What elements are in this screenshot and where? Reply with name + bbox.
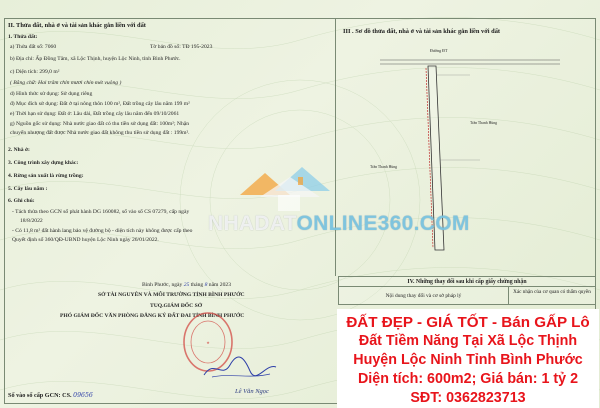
usage-origin: g) Nguồn gốc sử dụng: Nhà nước giao đất có thu tiền sử dụng đất: 100m²; Nhận <box>10 121 190 127</box>
svg-text:★: ★ <box>206 340 210 345</box>
note-1: - Tách thửa theo GCN số phát hành DG 160082, số vào sổ CS 07279, cấp ngày <box>12 209 190 215</box>
handwritten-signature-icon <box>200 355 280 381</box>
ad-line-4: Diện tích: 600m2; Giá bán: 1 tỷ 2 <box>357 371 579 387</box>
subsection-parcel: 1. Thửa đất: <box>8 34 38 40</box>
watermark-text <box>208 212 470 236</box>
deputy-director-title: PHÓ GIÁM ĐỐC VĂN PHÒNG ĐĂNG KÝ ĐẤT ĐAI TỈNH BÌNH PHƯỚC <box>60 313 245 319</box>
ad-line-1: ĐẤT ĐẸP - GIÁ TỐT - Bán GẤP Lô <box>346 314 590 331</box>
ad-phone: SĐT: 0362823713 <box>410 390 526 406</box>
usage-purpose: đ) Mục đích sử dụng: Đất ở tại nông thôn 100 m², Đất trồng cây lâu năm 199 m² <box>10 101 190 107</box>
map-road-label: Đường ĐT <box>430 48 448 53</box>
section-3-title: III . Sơ đồ thửa đất, nhà ở và tài sản khác gắn liền với đất <box>343 28 501 35</box>
signer-name: Lê Văn Ngọc <box>235 388 269 395</box>
sale-advertisement <box>337 309 599 408</box>
note-2-cont: Quyết định số 360/QĐ-UBND huyện Lộc Ninh ngày 26/01/2022. <box>12 237 159 243</box>
subsection-other-works: 3. Công trình xây dựng khác: <box>8 160 79 166</box>
sign-month-label: tháng <box>190 282 204 288</box>
registry-serial <box>8 392 93 399</box>
note-1-date: 18/8/2022 <box>20 218 43 224</box>
sign-month: 8 <box>204 282 208 288</box>
area-in-words: ( Bằng chữ: Hai trăm chín mươi chín mét vuông ) <box>10 80 122 86</box>
usage-origin-cont: chuyển nhượng đất được Nhà nước giao đất không thu tiền sử dụng đất : 199m². <box>10 130 190 136</box>
map-neighbor-label-2: Trần Thanh Hùng <box>370 165 398 169</box>
parcel-address: b) Địa chỉ: Ấp Đồng Tâm, xã Lộc Thịnh, huyện Lộc Ninh, tỉnh Bình Phước. <box>10 56 181 62</box>
column-divider <box>335 18 336 276</box>
sign-place: Bình Phước, ngày <box>142 282 183 288</box>
usage-form: d) Hình thức sử dụng: Sử dụng riêng <box>10 91 93 97</box>
watermark-text-c: .COM <box>413 212 470 235</box>
serial-value: 09656 <box>73 392 93 399</box>
watermark-text-a: NHADAT <box>208 212 297 235</box>
watermark-text-b: ONLINE360 <box>296 212 414 235</box>
sign-day: 25 <box>183 282 190 288</box>
parcel-map <box>340 40 592 272</box>
parcel-number: a) Thửa đất số: 7060 <box>10 44 57 50</box>
issuing-org: SỞ TÀI NGUYÊN VÀ MÔI TRƯỜNG TỈNH BÌNH PHƯỚC <box>98 292 245 298</box>
sign-year: năm 2023 <box>208 282 231 288</box>
subsection-house: 2. Nhà ở: <box>8 147 30 153</box>
serial-label: Số vào sổ cấp GCN: CS. <box>8 392 72 399</box>
map-sheet: Tờ bản đồ số: TĐ 195-2023 <box>150 44 213 50</box>
sign-place-date <box>142 282 231 288</box>
subsection-forest: 4. Rừng sản xuất là rừng trồng: <box>8 173 84 179</box>
subsection-perennial: 5. Cây lâu năm : <box>8 186 48 192</box>
subsection-notes: 6. Ghi chú: <box>8 198 35 204</box>
map-neighbor-label-1: Trần Thanh Hùng <box>470 121 498 125</box>
authority-line: TUQ.GIÁM ĐỐC SỞ <box>150 303 203 309</box>
section-2-title: II. Thửa đất, nhà ở và tài sản khác gắn liền với đất <box>8 22 146 29</box>
parcel-area: c) Diện tích: 299,0 m² <box>10 69 60 75</box>
usage-duration: e) Thời hạn sử dụng: Đất ở: Lâu dài, Đất trồng cây lâu năm đến 09/10/2061 <box>10 111 180 117</box>
changes-col-content: Nội dung thay đổi và cơ sở pháp lý <box>339 287 509 305</box>
watermark-houses-logo <box>230 165 350 213</box>
changes-table <box>338 276 596 305</box>
changes-col-confirmation: Xác nhận của cơ quan có thẩm quyền <box>513 289 591 295</box>
ad-line-3: Huyện Lộc Ninh Tỉnh Bình Phước <box>353 352 583 368</box>
note-2: - Có 11,8 m² đất hành lang bảo vệ đường bộ - diện tích này không được cấp theo <box>12 228 193 234</box>
changes-table-title: IV. Những thay đổi sau khi cấp giấy chứng nhận <box>339 277 595 287</box>
ad-line-2: Đất Tiềm Năng Tại Xã Lộc Thịnh <box>358 333 578 349</box>
